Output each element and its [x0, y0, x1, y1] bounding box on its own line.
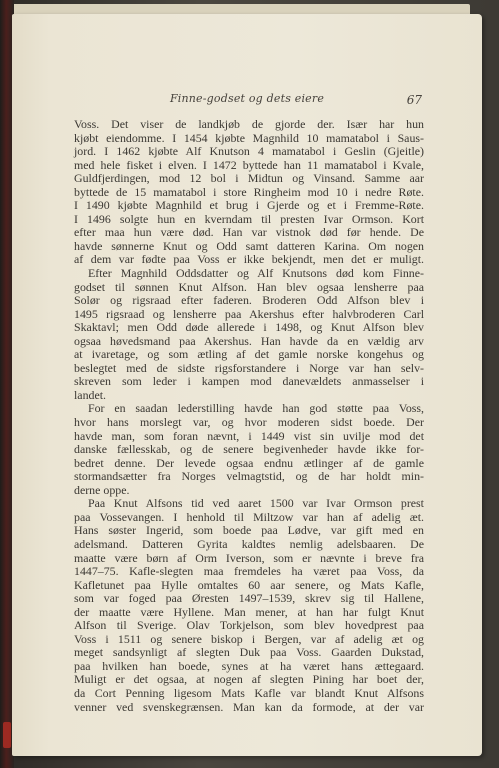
- text-line: af dem var fødte paa Voss er ikke bekjendt, men det er muligt.: [74, 252, 424, 267]
- text-line: havde sønnerne Knut og Odd samt datteren Karina. Om nogen: [74, 238, 424, 253]
- text-line: godset til sønnen Knut Alfson. Han blev ogsaa lensherre paa: [74, 279, 424, 294]
- page-header: [12, 92, 482, 112]
- book-page: [12, 14, 482, 756]
- text-line: jord. I 1462 kjøbte Alf Knutson 4 mamatabol i Geslin (Gjeitle): [74, 144, 424, 159]
- paragraph-1: [74, 118, 424, 267]
- text-line: Guldfjerdingen, mod 12 bol i Midtun og Vinsand. Samme aar: [74, 171, 424, 186]
- text-line: Muligt er det ogsaa, at nogen af slegten Pining har boet der,: [74, 672, 424, 687]
- text-line: Hans søster Ingerid, som boede paa Lødve, var gift med en: [74, 523, 424, 538]
- paragraph-3: [74, 402, 424, 497]
- paragraph-4: [74, 497, 424, 714]
- text-line: byttede de 15 mamatabol i store Ringheim mod 10 i nedre Røte.: [74, 184, 424, 199]
- text-line: med hele fisket i elven. I 1472 byttede han 11 mamatabol i Kvale,: [74, 157, 424, 172]
- spine-bookmark: [3, 722, 11, 748]
- text-line: 1447–75. Kafle-slegten maa fremdeles ha været paa Voss, da: [74, 564, 424, 579]
- text-line: Skaktavl; men Odd døde allerede i 1498, og Knut Alfson blev: [74, 320, 424, 335]
- text-line: efter maa hun være død. Han var vistnok død før hende. De: [74, 225, 424, 240]
- text-line: landet.: [74, 387, 107, 402]
- text-line: maatte være børn af Orm Iverson, som er nævnte i breve fra: [74, 550, 424, 565]
- text-line: 1495 rigsraad og lensherre paa Akershus efter halvbroderen Carl: [74, 306, 424, 321]
- paragraph-2: [74, 267, 424, 402]
- text-line: Voss. Det viser de landkjøb de gjorde der. Især har hun: [74, 117, 424, 131]
- text-line: meget sandsynligt af slegten Duk paa Voss. Gaarden Dukstad,: [74, 645, 424, 660]
- text-line: havde man, som foran nævnt, i 1449 vist sin uvilje mod det: [74, 428, 424, 443]
- text-line: danske fællesskab, og de senere begivenheder havde ikke for-: [74, 442, 424, 457]
- text-line: ogsaa høvedsmand paa Akershus. Han havde da en vældig arv: [74, 333, 424, 348]
- text-line: som var foged paa Øresten 1497–1539, skrev sig til Hallene,: [74, 591, 424, 606]
- text-line: paa hvilken han boede, synes at ha været hans ættegaard.: [74, 658, 424, 673]
- body-text: [74, 118, 424, 714]
- text-line: Paa Knut Alfsons tid ved aaret 1500 var Ivar Ormson prest: [88, 496, 424, 511]
- running-head: Finne-godset og dets eiere: [169, 92, 325, 105]
- text-line: I 1496 solgte hun en kverndam til presten Ivar Ormson. Kort: [74, 211, 424, 226]
- text-line: paa Vossevangen. I henhold til Miltzow var han af adelig æt.: [74, 509, 424, 524]
- text-line: kjøbt eiendomme. I 1454 kjøbte Magnhild 10 mamatabol i Saus-: [74, 130, 424, 145]
- text-line: der maatte være Hyllene. Man mener, at han har fulgt Knut: [74, 604, 424, 619]
- text-line: Kafletunet paa Hylle omtaltes 60 aar senere, og Mats Kafle,: [74, 577, 424, 592]
- page-number: 67: [406, 93, 422, 107]
- text-line: beslegtet med de sidste rigsforstandere i Norge var han selv-: [74, 360, 424, 375]
- text-line: adelsmand. Datteren Gyrita kaldtes nemlig adelsbaaren. De: [74, 536, 424, 551]
- text-line: Efter Magnhild Oddsdatter og Alf Knutsons død kom Finne-: [88, 266, 424, 281]
- text-line: Alfson til Sverige. Olav Torkjelson, som blev hovedprest paa: [74, 618, 424, 633]
- text-line: derne oppe.: [74, 482, 130, 497]
- text-line: da Cort Penning ligesom Mats Kafle var blandt Knut Alfsons: [74, 685, 424, 700]
- text-line: Solør og rigsraad efter faderen. Broderen Odd Alfson blev i: [74, 293, 424, 308]
- text-line: at ivaretage, og som ætling af det gamle norske kongehus og: [74, 347, 424, 362]
- text-line: stormandsætter fra Norges velmagtstid, og de har holdt min-: [74, 469, 424, 484]
- text-line: I 1490 kjøbte Magnhild et brug i Gjerde og et i Fremme-Røte.: [74, 198, 424, 213]
- text-line: Voss i 1511 og senere biskop i Bergen, var af adelig æt og: [74, 631, 424, 646]
- text-line: For en saadan lederstilling havde han god støtte paa Voss,: [88, 401, 424, 416]
- text-line: hvor hans morslegt var, og hvor moderen sidst boede. Der: [74, 415, 424, 430]
- text-line: venner ved svenskegrænsen. Man kan da formode, at der var: [74, 699, 424, 714]
- text-line: bedret denne. Der levede ogsaa endnu ætlinger af de gamle: [74, 455, 424, 470]
- text-line: skreven som leder i kampen mod danevældets anmasselser i: [74, 374, 424, 389]
